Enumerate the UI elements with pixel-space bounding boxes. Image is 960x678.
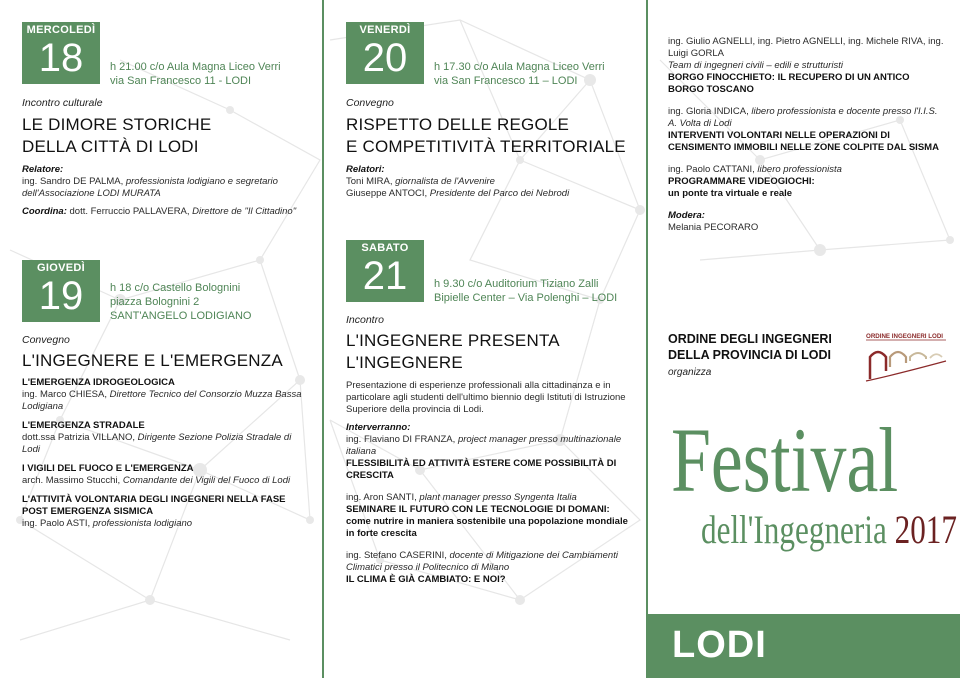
speaker-name: ing. Gloria INDICA, (668, 106, 749, 117)
festival-title (671, 409, 957, 552)
title-line: E COMPETITIVITÀ TERRITORIALE (346, 137, 626, 156)
day-number: 18 (38, 36, 84, 80)
event-speakers (346, 164, 628, 200)
speaker (346, 188, 628, 200)
item-title: BORGO FINOCCHIETO: IL RECUPERO DI UN ANTICO BORGO TOSCANO (668, 72, 910, 95)
speaker-role: project manager presso multinazionale italiana (346, 434, 622, 457)
speaker-role: docente di Mitigazione dei Cambiamenti Climatici presso il Politecnico di Milano (346, 550, 618, 573)
event-details (346, 380, 628, 593)
speaker-role: Comandante dei Vigili del Fuoco di Lodi (122, 475, 291, 486)
item-title: SEMINARE IL FUTURO CON LE TECNOLOGIE DI DOMANI: (346, 504, 610, 515)
list-item (22, 494, 310, 530)
event-type: Incontro (346, 314, 384, 326)
item-speaker (346, 492, 628, 504)
event-intro: Presentazione di esperienze professionali alla cittadinanza e in particolare agli studenti dell'ultimo biennio degli Istituti di Istruzione Superiore della provincia di Lodi. (346, 380, 626, 415)
speaker-name: Giuseppe ANTOCI, (346, 188, 428, 199)
organizer (668, 331, 858, 378)
item-speaker (22, 432, 310, 456)
modera-name: Melania PECORARO (668, 222, 759, 233)
list-item (668, 164, 944, 200)
speaker-role: Presidente del Parco dei Nebrodi (429, 188, 570, 199)
venue-line: Bipielle Center – Via Polenghi – LODI (434, 292, 618, 304)
title-line: DELLA CITTÀ DI LODI (22, 137, 199, 156)
speaker-name: ing. Flaviano DI FRANZA, (346, 434, 456, 445)
event-venue (434, 277, 626, 305)
item-speaker (22, 389, 310, 413)
organizer-name-line: DELLA PROVINCIA DI LODI (668, 348, 831, 362)
event-venue (110, 60, 281, 88)
coordina-label: Coordina: (22, 206, 67, 217)
event-venue (110, 281, 251, 323)
list-item (346, 492, 628, 540)
list-item (22, 377, 310, 413)
speaker-role: libero professionista e docente presso l'I.I.S. A. Volta di Lodi (668, 106, 938, 129)
speaker-role: plant manager presso Syngenta Italia (419, 492, 577, 503)
item-speaker (668, 164, 944, 176)
city-banner (648, 614, 960, 678)
organizer-subtitle: organizza (668, 367, 712, 378)
list-item (668, 106, 944, 154)
column-divider-left (322, 0, 324, 678)
list-item (346, 550, 628, 586)
day-number: 19 (38, 274, 84, 318)
list-item (346, 434, 628, 482)
item-speaker (22, 475, 310, 487)
coordina-role: Direttore de "Il Cittadino" (192, 206, 297, 217)
list-item (22, 463, 310, 487)
title-line: LE DIMORE STORICHE (22, 115, 212, 134)
coordina-name: dott. Ferruccio PALLAVERA, (69, 206, 190, 217)
venue-line: h 21.00 c/o Aula Magna Liceo Verri (110, 61, 281, 73)
speaker-name: ing. Paolo CATTANI, (668, 164, 755, 175)
coordina-info (22, 206, 312, 218)
item-speaker (346, 550, 628, 574)
speaker-name: ing. Giulio AGNELLI, ing. Pietro AGNELLI, ing. Michele RIVA, ing. Luigi GORLA (668, 36, 944, 59)
venue-line: h 9.30 c/o Auditorium Tiziano Zalli (434, 278, 599, 290)
item-title: I VIGILI DEL FUOCO E L'EMERGENZA (22, 463, 194, 474)
speaker-role: Team di ingegneri civili – edili e strutturisti (668, 60, 843, 71)
relatore-info (22, 176, 312, 200)
event-title (346, 330, 560, 374)
venue-line: via San Francesco 11 - LODI (110, 75, 252, 87)
interverranno-label: Interverranno: (346, 422, 411, 433)
speaker-role: Dirigente Sezione Polizia Stradale di Lodi (22, 432, 292, 455)
relatore-name: ing. Sandro DE PALMA, (22, 176, 124, 187)
event-type: Convegno (22, 334, 70, 346)
venue-line: h 18 c/o Castello Bolognini (110, 282, 241, 294)
ordine-ingegneri-logo (864, 331, 948, 391)
organizer-name (668, 331, 858, 363)
day-name: SABATO (361, 242, 409, 254)
event-title (22, 350, 283, 372)
item-speaker (346, 434, 628, 458)
venue-line: SANT'ANGELO LODIGIANO (110, 310, 252, 322)
item-speaker (668, 106, 944, 130)
event-venue (434, 60, 605, 88)
moderator (668, 210, 944, 234)
speaker (346, 176, 628, 188)
venue-line: piazza Bolognini 2 (110, 296, 200, 308)
relatori-label: Relatori: (346, 164, 385, 175)
date-box-18 (22, 22, 100, 84)
item-title: FLESSIBILITÀ ED ATTIVITÀ ESTERE COME POSSIBILITÀ DI CRESCITA (346, 458, 617, 481)
event-title (22, 114, 211, 158)
relatore-role: professionista lodigiano e segretario dell'Associazione LODI MURATA (22, 176, 278, 199)
relatore-label: Relatore: (22, 164, 64, 175)
speaker-role: professionista lodigiano (92, 518, 193, 529)
day-number: 21 (362, 254, 408, 298)
event-type: Incontro culturale (22, 97, 103, 109)
logo-text: ORDINE INGEGNERI LODI (866, 333, 944, 340)
speaker-name: arch. Massimo Stucchi, (22, 475, 121, 486)
item-title: INTERVENTI VOLONTARI NELLE OPERAZIONI DI CENSIMENTO IMMOBILI NELLE ZONE COLPITE DAL SISMA (668, 130, 939, 153)
item-title: L'EMERGENZA STRADALE (22, 420, 145, 431)
speaker-name: ing. Paolo ASTI, (22, 518, 91, 529)
title-line: L'INGEGNERE E L'EMERGENZA (22, 351, 283, 370)
title-line: L'INGEGNERE (346, 353, 463, 372)
venue-line: via San Francesco 11 – LODI (434, 75, 578, 87)
list-item (668, 36, 944, 96)
day-name: VENERDÌ (359, 24, 411, 36)
list-item (22, 420, 310, 456)
day-name: MERCOLEDÌ (26, 24, 96, 36)
column-divider-right (646, 0, 648, 678)
date-box-20 (346, 22, 424, 84)
speaker-name: dott.ssa Patrizia VILLANO, (22, 432, 135, 443)
item-title: L'EMERGENZA IDROGEOLOGICA (22, 377, 175, 388)
item-speaker (22, 518, 310, 530)
speaker-role: libero professionista (757, 164, 842, 175)
festival-subtitle-text: dell'Ingegneria (701, 507, 887, 552)
item-title: PROGRAMMARE VIDEOGIOCHI: (668, 176, 815, 187)
speaker-name: Toni MIRA, (346, 176, 393, 187)
festival-year: 2017 (894, 507, 957, 552)
event-title (346, 114, 626, 158)
date-box-21 (346, 240, 424, 302)
event-speakers (22, 164, 312, 218)
organizer-name-line: ORDINE DEGLI INGEGNERI (668, 332, 832, 346)
title-line: RISPETTO DELLE REGOLE (346, 115, 570, 134)
item-title: L'ATTIVITÀ VOLONTARIA DEGLI INGEGNERI NELLA FASE POST EMERGENZA SISMICA (22, 494, 286, 517)
item-title: IL CLIMA È GIÀ CAMBIATO: E NOI? (346, 574, 506, 585)
item-subtitle: un ponte tra virtuale e reale (668, 188, 793, 199)
title-line: L'INGEGNERE PRESENTA (346, 331, 560, 350)
speaker-name: ing. Aron SANTI, (346, 492, 417, 503)
event-items (22, 377, 310, 537)
venue-line: h 17.30 c/o Aula Magna Liceo Verri (434, 61, 605, 73)
item-subtitle: come nutrire in maniera sostenibile una popolazione mondiale in forte crescita (346, 516, 628, 539)
event-type: Convegno (346, 97, 394, 109)
city-name: LODI (672, 624, 767, 666)
day-name: GIOVEDÌ (37, 262, 85, 274)
speaker-name: ing. Stefano CASERINI, (346, 550, 447, 561)
event-speakers-continued (668, 36, 944, 234)
speaker-role: giornalista de l'Avvenire (395, 176, 495, 187)
speaker-role: Direttore Tecnico del Consorzio Muzza Bassa Lodigiana (22, 389, 302, 412)
speaker-name: ing. Marco CHIESA, (22, 389, 107, 400)
modera-label: Modera: (668, 210, 705, 221)
festival-word: Festival (671, 409, 899, 511)
festival-subtitle (701, 507, 957, 552)
date-box-19 (22, 260, 100, 322)
day-number: 20 (362, 36, 408, 80)
